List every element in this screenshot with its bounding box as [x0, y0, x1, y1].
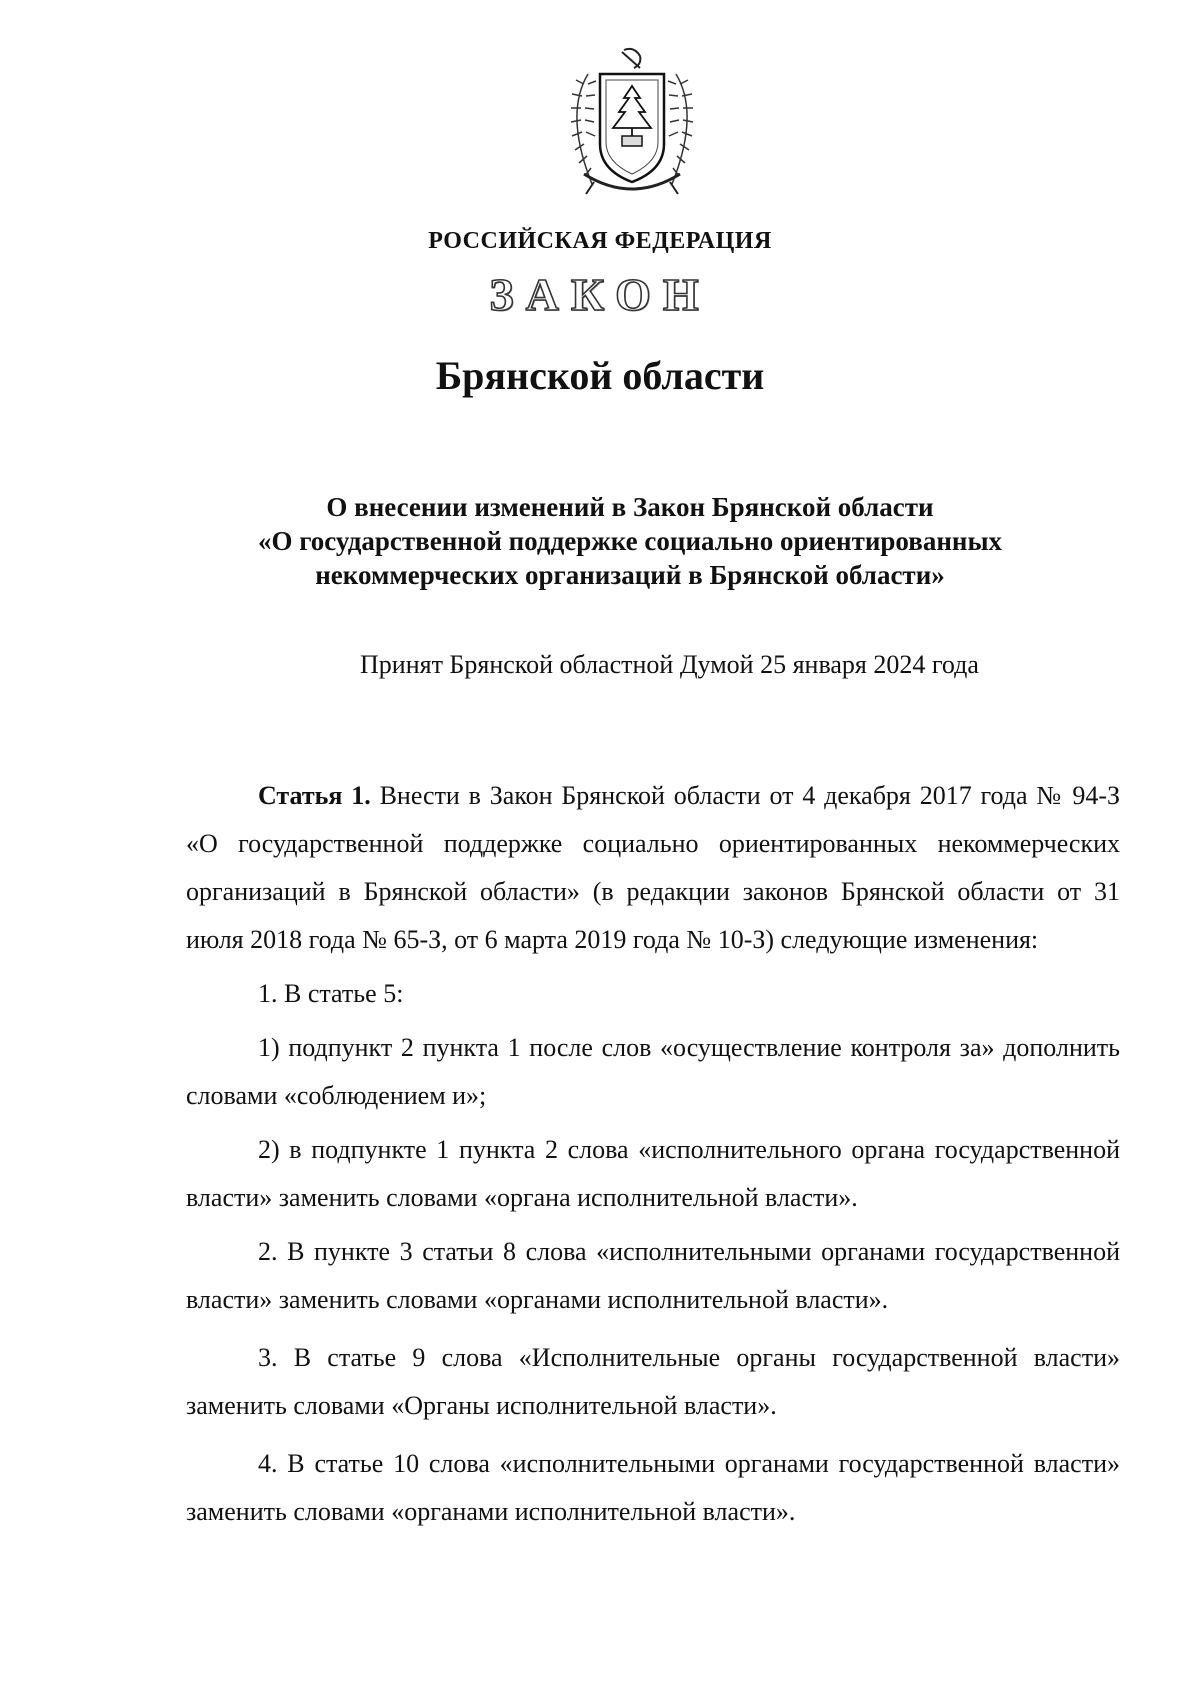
article-1 — [186, 772, 1120, 1536]
header-country: РОССИЙСКАЯ ФЕДЕРАЦИЯ — [428, 228, 772, 254]
article-item: 1) подпункт 2 пункта 1 после слов «осуществление контроля за» дополнить словами «соблюдением и»; — [186, 1033, 1120, 1110]
article-1-intro — [186, 772, 1120, 964]
coat-of-arms-icon — [554, 44, 710, 204]
article-intro-text: Внести в Закон Брянской области от 4 декабря 2017 года № 94-З «О государственной поддержке социально ориентированных некоммерческих организаций в Брянской области» (в редакции законов Брянской области от 31 июля 2018 года № 65-З, от 6 марта 2019 года № 10-З) следующие изменения: — [186, 781, 1121, 954]
adoption-note: Принят Брянской областной Думой 25 января 2024 года — [360, 650, 979, 679]
article-item: 4. В статье 10 слова «исполнительными органами государственной власти» заменить словами «органами исполнительной власти». — [186, 1449, 1120, 1526]
article-item: 2. В пункте 3 статьи 8 слова «исполнительными органами государственной власти» заменить словами «органами исполнительной власти». — [186, 1237, 1120, 1314]
article-item: 2) в подпункте 1 пункта 2 слова «исполнительного органа государственной власти» заменить словами «органа исполнительной власти». — [186, 1135, 1120, 1212]
law-title-line: «О государственной поддержке социально ориентированных — [257, 526, 1003, 556]
law-title-line: О внесении изменений в Закон Брянской области — [326, 492, 934, 522]
header-law-title: ЗАКОН — [489, 269, 711, 320]
law-title — [190, 490, 1070, 592]
law-title-line: некоммерческих организаций в Брянской области» — [315, 560, 945, 590]
article-item: 3. В статье 9 слова «Исполнительные органы государственной власти» заменить словами «Органы исполнительной власти». — [186, 1343, 1120, 1420]
article-item: 1. В статье 5: — [258, 979, 404, 1008]
header-region: Брянской области — [435, 353, 765, 398]
article-label: Статья 1. — [258, 781, 371, 810]
